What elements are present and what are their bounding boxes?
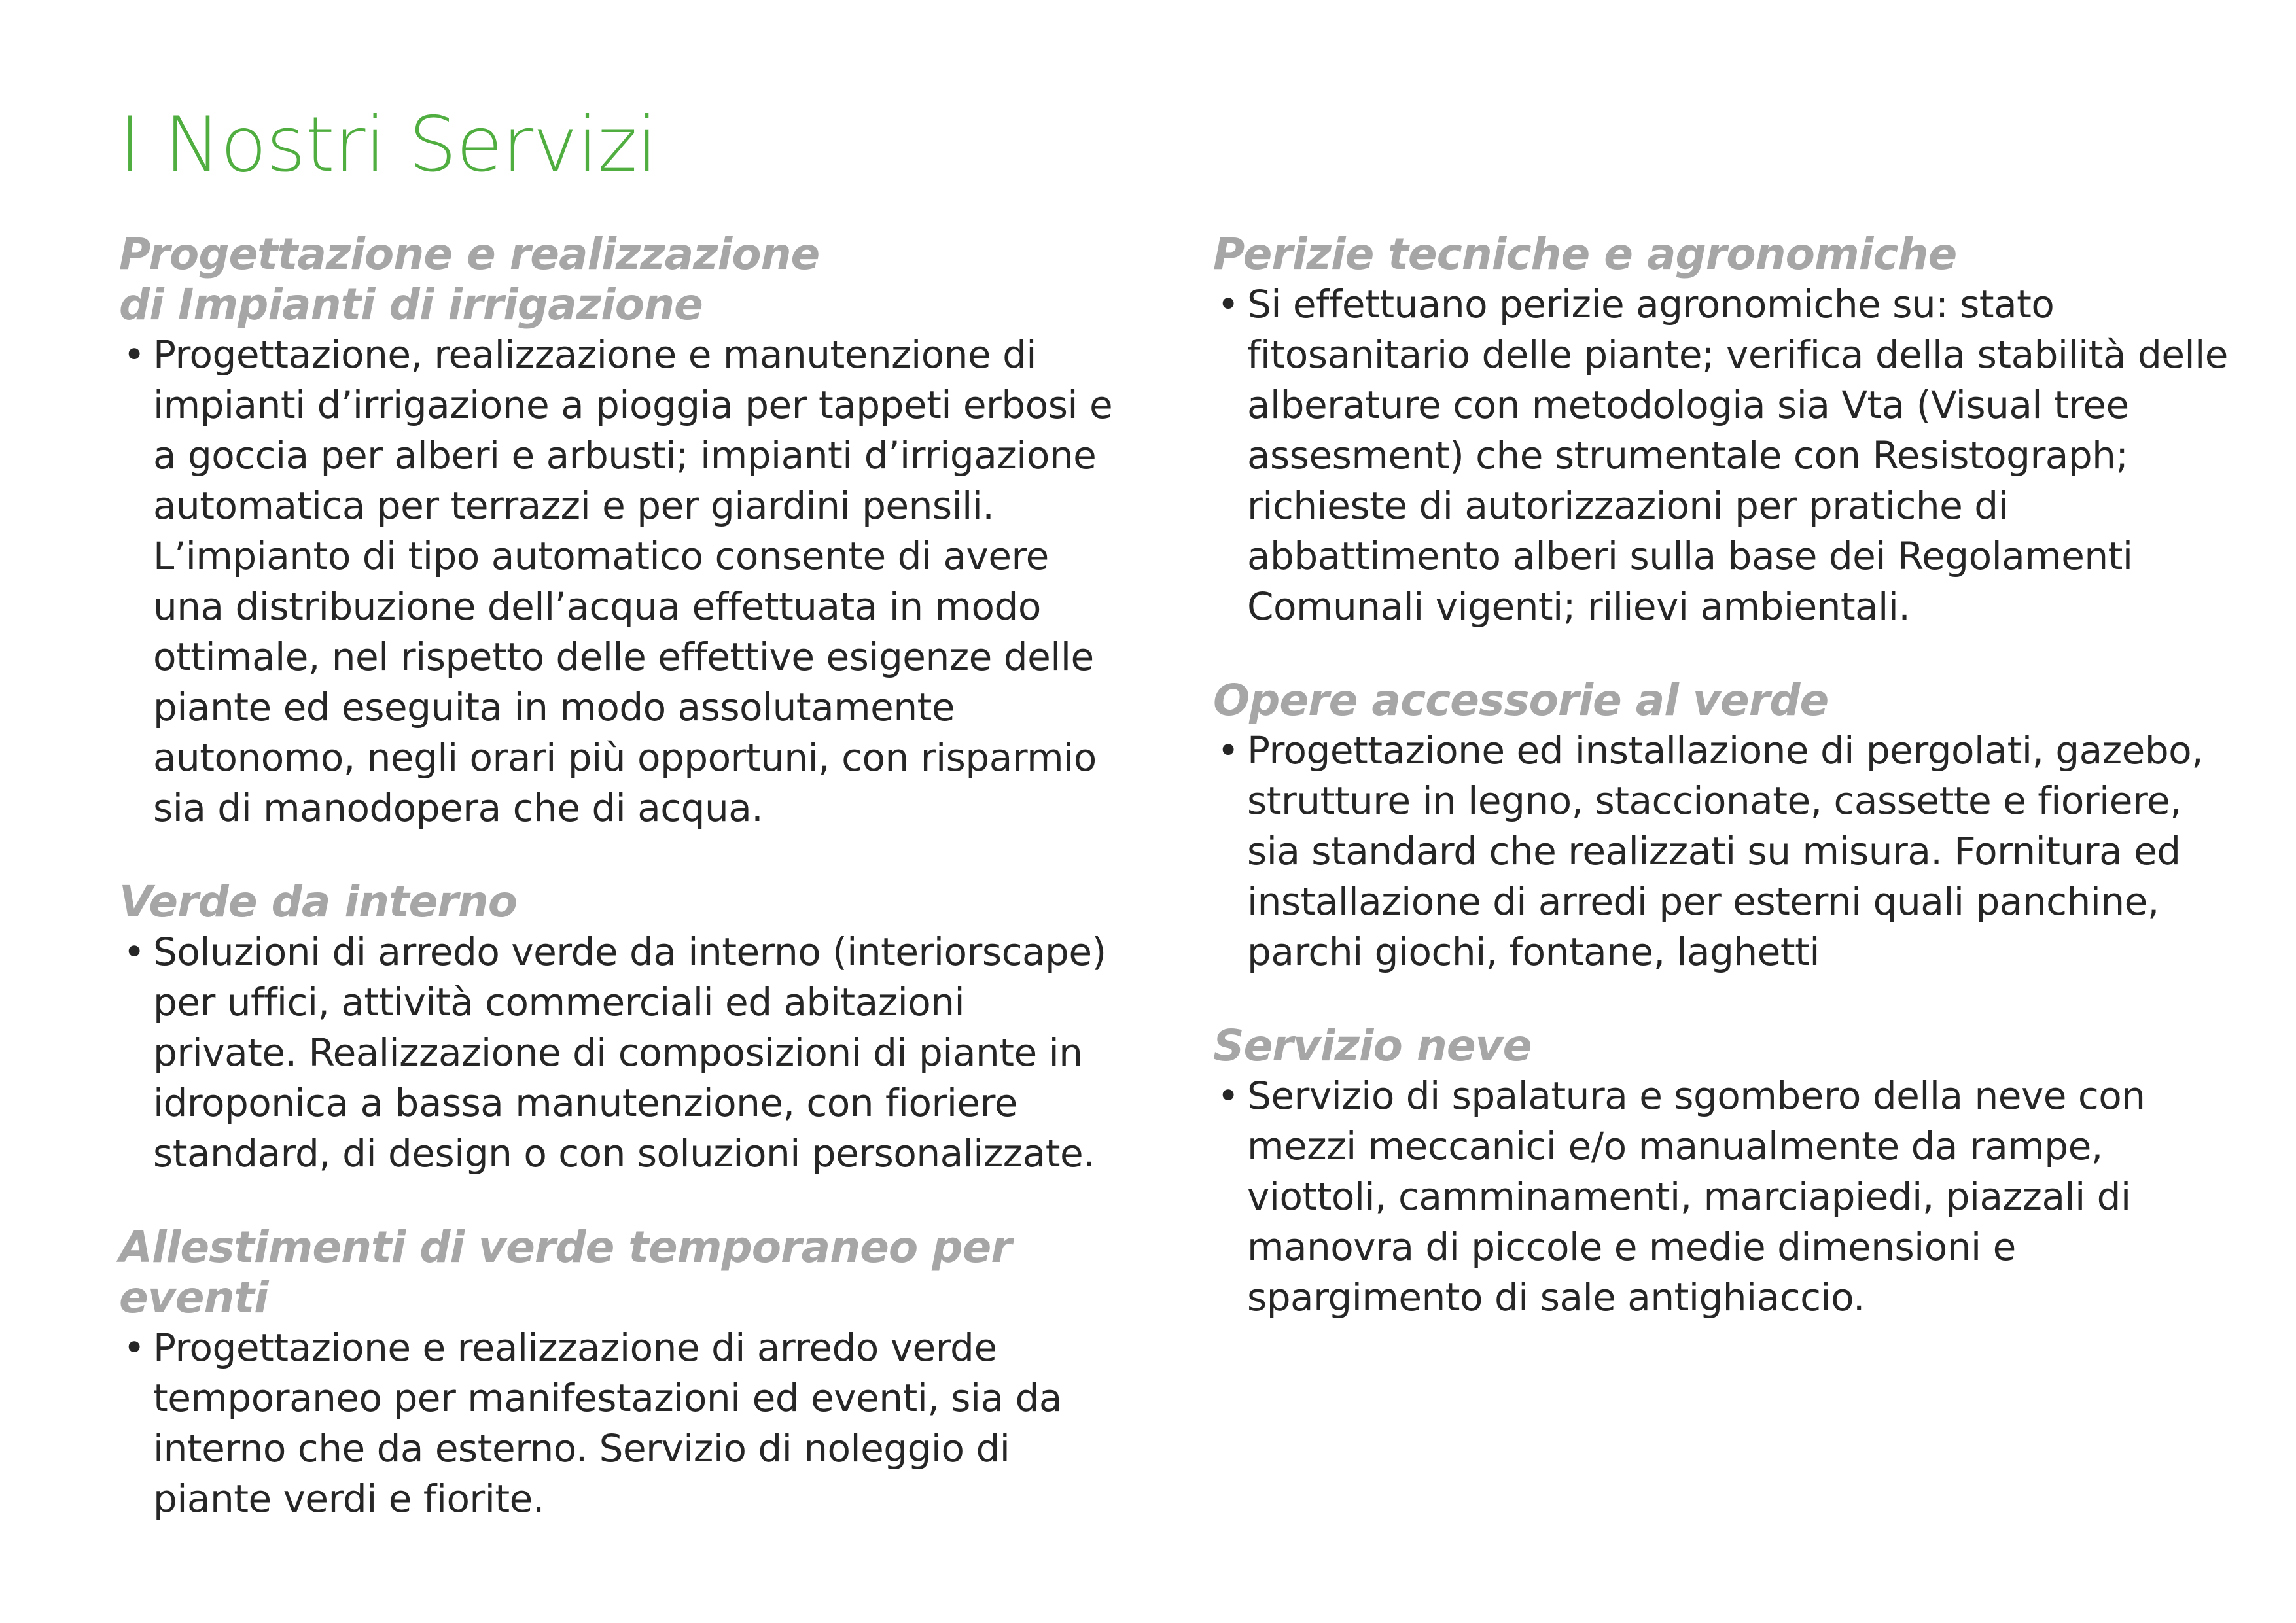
list-item-text: Progettazione e realizzazione di arredo verde temporaneo per manifestazioni ed eventi, sia da interno che da esterno. Servizio di noleggio di piante verdi e fiorite. (153, 1325, 1062, 1521)
section-title: Servizio neve (1213, 1021, 1532, 1071)
bullet-icon: • (123, 930, 145, 974)
section-title: Perizie tecniche e agronomiche (1213, 229, 1957, 279)
list-item-text: Progettazione ed installazione di pergolati, gazebo, strutture in legno, staccionate, cassette e fioriere, sia standard che realizzati su misura. Fornitura ed installazione di arredi per esterni quali panchine, parchi giochi, fontane, laghetti (1247, 728, 2204, 974)
list-item (1213, 725, 2234, 977)
bullet-icon: • (1217, 1073, 1239, 1118)
section-irrigation (119, 229, 1114, 833)
list-item-text: Servizio di spalatura e sgombero della neve con mezzi meccanici e/o manualmente da rampe, viottoli, camminamenti, marciapiedi, piazzali di manovra di piccole e medie dimensioni e spargimento di sale antighiaccio. (1247, 1073, 2146, 1319)
bullet-icon: • (123, 332, 145, 377)
list-item-text: Soluzioni di arredo verde da interno (interiorscape) per uffici, attività commerciali ed abitazioni private. Realizzazione di composizioni di piante in idroponica a bassa manutenzione, con fioriere standard, di design o con soluzioni personalizzate. (153, 930, 1106, 1176)
bullet-list (119, 330, 1114, 833)
bullet-list (119, 927, 1114, 1179)
list-item (1213, 279, 2234, 632)
bullet-list (1213, 1071, 2234, 1323)
bullet-list (119, 1323, 1114, 1524)
section-title: Allestimenti di verde temporaneo per eventi (119, 1222, 1012, 1323)
list-item-text: Si effettuano perizie agronomiche su: stato fitosanitario delle piante; verifica della stabilità delle alberature con metodologia sia Vta (Visual tree assesment) che strumentale con Resistograph; richieste di autorizzazioni per pratiche di abbattimento alberi sulla base dei Regolamenti Comunali vigenti; rilievi ambientali. (1247, 282, 2228, 629)
section-title: Progettazione e realizzazione di Impianti di irrigazione (119, 229, 820, 330)
bullet-list (1213, 279, 2234, 632)
page-title: I Nostri Servizi (119, 101, 658, 189)
bullet-list (1213, 725, 2234, 977)
bullet-icon: • (123, 1325, 145, 1370)
list-item (119, 1323, 1114, 1524)
list-item (1213, 1071, 2234, 1323)
right-column (1213, 229, 2234, 1366)
section-snow-service (1213, 1021, 2234, 1323)
section-title: Opere accessorie al verde (1213, 675, 1829, 725)
section-title: Verde da interno (119, 877, 518, 927)
list-item (119, 927, 1114, 1179)
bullet-icon: • (1217, 728, 1239, 773)
bullet-icon: • (1217, 282, 1239, 326)
list-item (119, 330, 1114, 833)
section-accessory-works (1213, 675, 2234, 977)
section-temporary-events (119, 1222, 1114, 1524)
section-indoor-green (119, 877, 1114, 1179)
left-column (119, 229, 1114, 1567)
section-technical-appraisals (1213, 229, 2234, 632)
list-item-text: Progettazione, realizzazione e manutenzione di impianti d’irrigazione a pioggia per tappeti erbosi e a goccia per alberi e arbusti; impianti d’irrigazione automatica per terrazzi e per giardini pensili. L’impianto di tipo automatico consente di avere una distribuzione dell’acqua effettuata in modo ottimale, nel rispetto delle effettive esigenze delle piante ed eseguita in modo assolutamente autonomo, negli orari più opportuni, con risparmio sia di manodopera che di acqua. (153, 332, 1113, 830)
